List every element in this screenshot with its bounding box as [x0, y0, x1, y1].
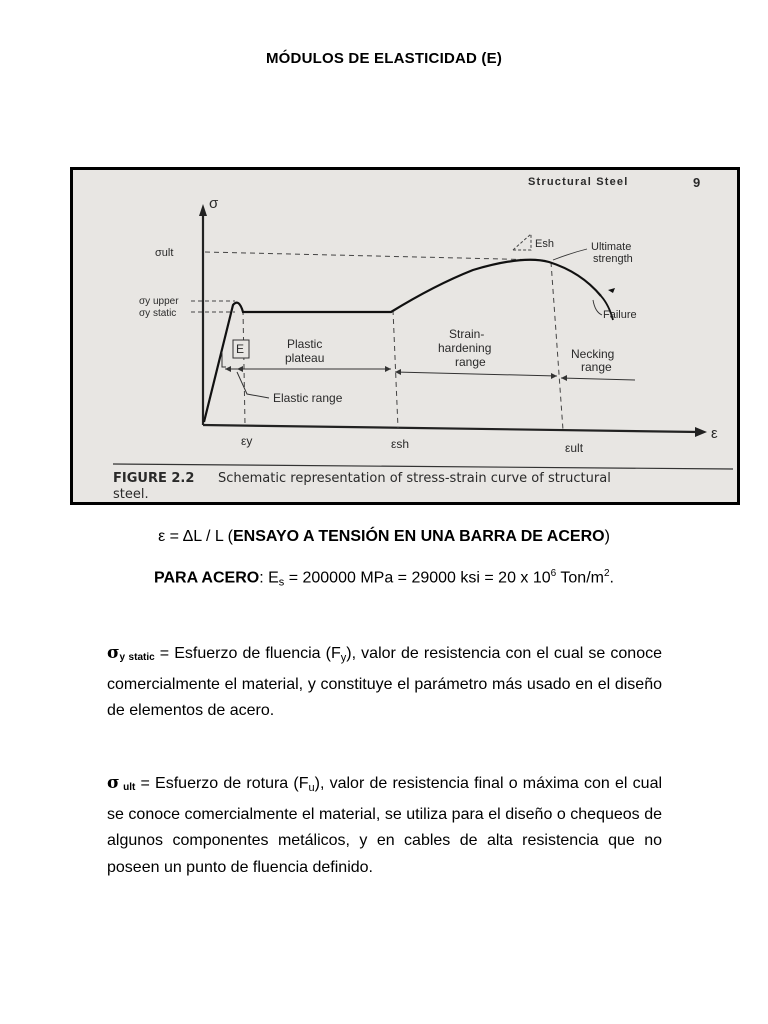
failure-label: Failure	[603, 309, 637, 321]
modulus-values: = 200000 MPa = 29000 ksi = 20 x 10	[284, 569, 551, 587]
sigma-subscript: y static	[119, 652, 155, 663]
sigma-symbol: σ	[107, 773, 120, 793]
page-title: MÓDULOS DE ELASTICIDAD (E)	[265, 50, 503, 67]
strain-close-paren: )	[604, 528, 610, 545]
steel-label: PARA ACERO	[154, 569, 260, 587]
modulus-subscript: s	[278, 576, 285, 589]
figure-header: Structural Steel	[528, 176, 629, 188]
eps-sh-reference	[393, 310, 398, 428]
e-slope-triangle	[222, 352, 226, 367]
modulus-unit: Ton/m	[556, 569, 604, 587]
necking-line2: range	[581, 360, 612, 374]
modulus-symbol: : E	[259, 569, 279, 587]
unit-exponent: 2	[603, 568, 610, 579]
strain-hardening-line1: Strain-	[449, 327, 485, 341]
x-axis-arrow-icon	[695, 427, 707, 437]
ultimate-text-body: ), valor de resistencia final o máxima con el cual se conoce comercialmente el material, se utiliza para el diseño o chequeos de algunos componentes metálicos, y en cables de alta resistencia que no poseen un punto de fluencia definido.	[107, 775, 663, 876]
ultimate-strength-line1: Ultimate	[591, 241, 632, 253]
elastic-range-label: Elastic range	[273, 391, 343, 405]
figure-caption-line1: Schematic representation of stress-strain curve of structural	[218, 471, 611, 486]
failure-leader	[593, 300, 602, 315]
strain-formula: ε = ΔL / L (	[158, 528, 233, 545]
modulus-exponent: 6	[550, 568, 557, 579]
fy-subscript: y	[340, 652, 347, 664]
necking-line1: Necking	[571, 347, 615, 361]
ultimate-text-start: = Esfuerzo de rotura (F	[135, 775, 309, 792]
failure-marker-icon	[608, 288, 615, 293]
sigma-y-upper-label: σy upper	[139, 296, 179, 307]
stress-strain-figure	[70, 167, 740, 505]
necking-range-arrow	[561, 378, 635, 380]
steel-modulus-line	[0, 568, 768, 588]
ultimate-stress-paragraph	[107, 770, 662, 881]
sigma-ult-label: σult	[155, 247, 174, 259]
eps-y-label: εy	[241, 434, 253, 448]
esh-label: Esh	[535, 238, 554, 250]
ultimate-strength-line2: strength	[593, 253, 633, 265]
e-label: E	[236, 342, 245, 356]
eps-sh-label: εsh	[391, 437, 410, 451]
sigma-ult-reference	[205, 252, 545, 260]
figure-page-number: 9	[693, 175, 701, 190]
stress-strain-diagram	[73, 170, 737, 502]
hardening-range-arrow	[395, 372, 557, 376]
caption-rule	[113, 464, 733, 469]
modulus-period: .	[609, 569, 614, 587]
yield-text-start: = Esfuerzo de fluencia (F	[154, 645, 341, 662]
strain-description: ENSAYO A TENSIÓN EN UNA BARRA DE ACERO	[232, 528, 605, 545]
figure-caption-line2: steel.	[113, 487, 149, 502]
arrow-head-icon	[561, 375, 567, 381]
arrow-head-icon	[551, 373, 557, 379]
arrow-head-icon	[385, 366, 391, 372]
elastic-leader	[237, 372, 269, 398]
ultimate-leader	[553, 249, 587, 260]
y-axis-arrow-icon	[199, 204, 207, 216]
eps-ult-label: εult	[565, 441, 584, 455]
x-axis	[203, 425, 699, 432]
yield-text-body: ), valor de resistencia con el cual se conoce comercialmente el material, y constituye el parámetro más usado en el diseño de elementos de acero.	[107, 645, 662, 719]
strain-hardening-line2: hardening	[438, 341, 492, 355]
fu-subscript: u	[308, 782, 315, 794]
esh-slope-triangle	[513, 234, 531, 250]
strain-equation	[0, 528, 768, 546]
x-axis-label: ε	[711, 425, 718, 442]
sigma-symbol: σ	[107, 643, 120, 663]
y-axis-label: σ	[209, 195, 219, 212]
plastic-plateau-line2: plateau	[285, 351, 325, 365]
sigma-y-static-label: σy static	[139, 308, 177, 319]
sigma-subscript: ult	[119, 782, 136, 793]
strain-hardening-line3: range	[455, 355, 486, 369]
stress-strain-curve	[204, 260, 601, 422]
figure-caption-label: FIGURE 2.2	[113, 471, 195, 486]
yield-stress-paragraph	[107, 640, 662, 725]
eps-ult-reference	[551, 262, 563, 430]
eps-y-reference	[243, 310, 245, 425]
plastic-plateau-line1: Plastic	[287, 337, 323, 351]
